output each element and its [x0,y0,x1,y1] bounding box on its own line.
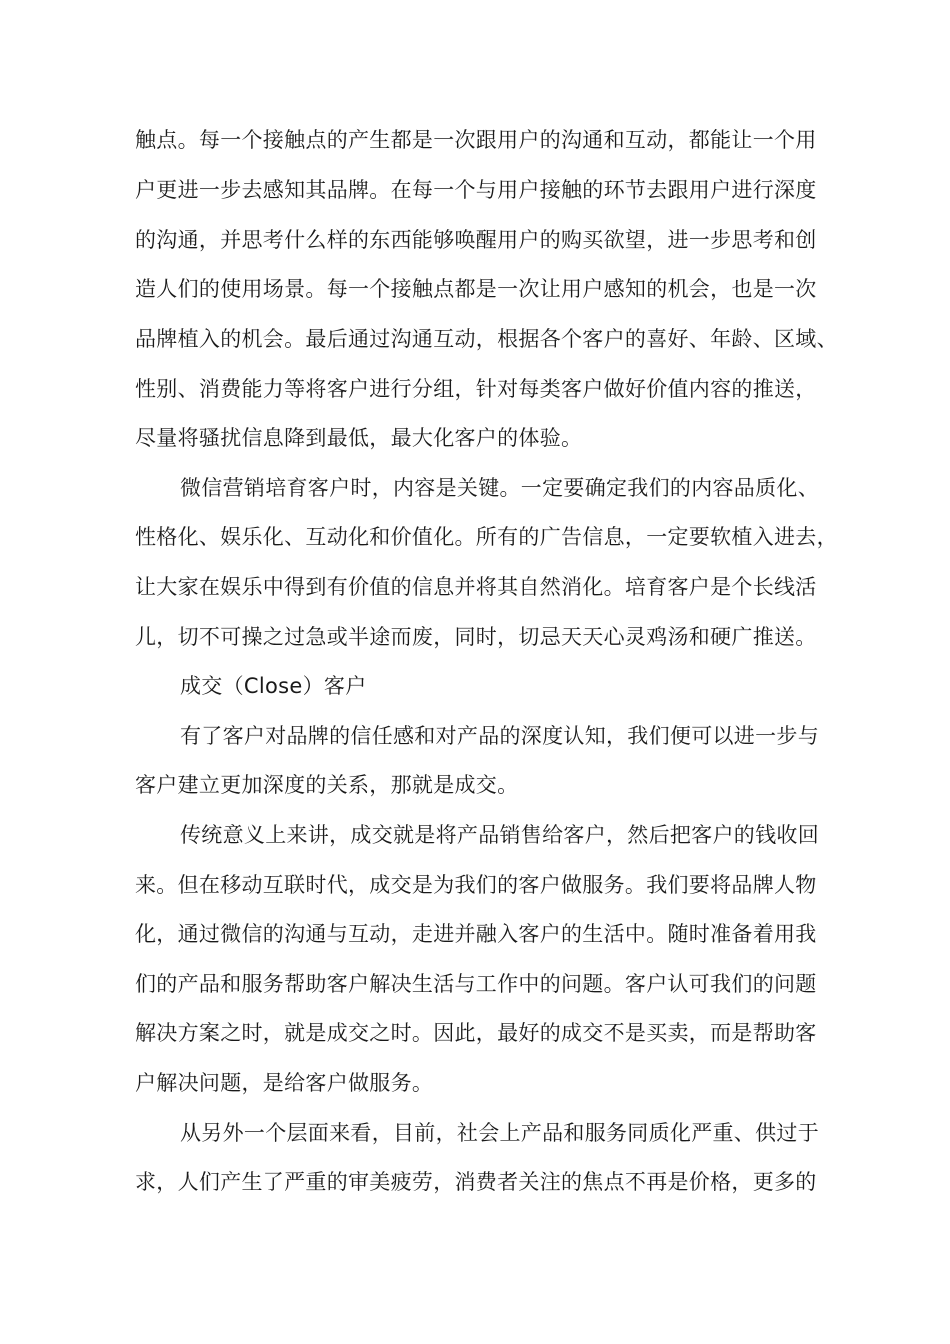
paragraph-line: 来。但在移动互联时代，成交是为我们的客户做服务。我们要将品牌人物 [135,873,817,897]
paragraph-line: 触点。每一个接触点的产生都是一次跟用户的沟通和互动，都能让一个用 [135,128,817,152]
paragraph-line: 化，通过微信的沟通与互动，走进并融入客户的生活中。随时准备着用我 [135,922,817,946]
paragraph-line: 客户建立更加深度的关系，那就是成交。 [135,773,519,797]
paragraph-line: 户解决问题，是给客户做服务。 [135,1071,434,1095]
paragraph-line: 有了客户对品牌的信任感和对产品的深度认知，我们便可以进一步与 [180,724,819,748]
paragraph-line: 的沟通，并思考什么样的东西能够唤醒用户的购买欲望，进一步思考和创 [135,228,817,252]
paragraph-line: 性格化、娱乐化、互动化和价值化。所有的广告信息，一定要软植入进去， [135,525,838,549]
paragraph-line: 们的产品和服务帮助客户解决生活与工作中的问题。客户认可我们的问题 [135,972,817,996]
paragraph-line: 造人们的使用场景。每一个接触点都是一次让用户感知的机会，也是一次 [135,277,817,301]
paragraph-line: 品牌植入的机会。最后通过沟通互动，根据各个客户的喜好、年龄、区域、 [135,327,838,351]
section-heading: 成交（Close）客户 [180,674,367,698]
paragraph-line: 尽量将骚扰信息降到最低，最大化客户的体验。 [135,426,583,450]
paragraph-line: 求，人们产生了严重的审美疲劳，消费者关注的焦点不再是价格，更多的 [135,1170,817,1194]
paragraph-line: 解决方案之时，就是成交之时。因此，最好的成交不是买卖，而是帮助客 [135,1021,817,1045]
paragraph-line: 微信营销培育客户时，内容是关键。一定要确定我们的内容品质化、 [180,476,819,500]
paragraph-line: 性别、消费能力等将客户进行分组，针对每类客户做好价值内容的推送， [135,377,817,401]
paragraph-line: 让大家在娱乐中得到有价值的信息并将其自然消化。培育客户是个长线活 [135,575,817,599]
paragraph-line: 传统意义上来讲，成交就是将产品销售给客户，然后把客户的钱收回 [180,823,819,847]
paragraph-line: 儿，切不可操之过急或半途而废，同时，切忌天天心灵鸡汤和硬广推送。 [135,625,817,649]
paragraph-line: 从另外一个层面来看，目前，社会上产品和服务同质化严重、供过于 [180,1121,819,1145]
paragraph-line: 户更进一步去感知其品牌。在每一个与用户接触的环节去跟用户进行深度 [135,178,817,202]
